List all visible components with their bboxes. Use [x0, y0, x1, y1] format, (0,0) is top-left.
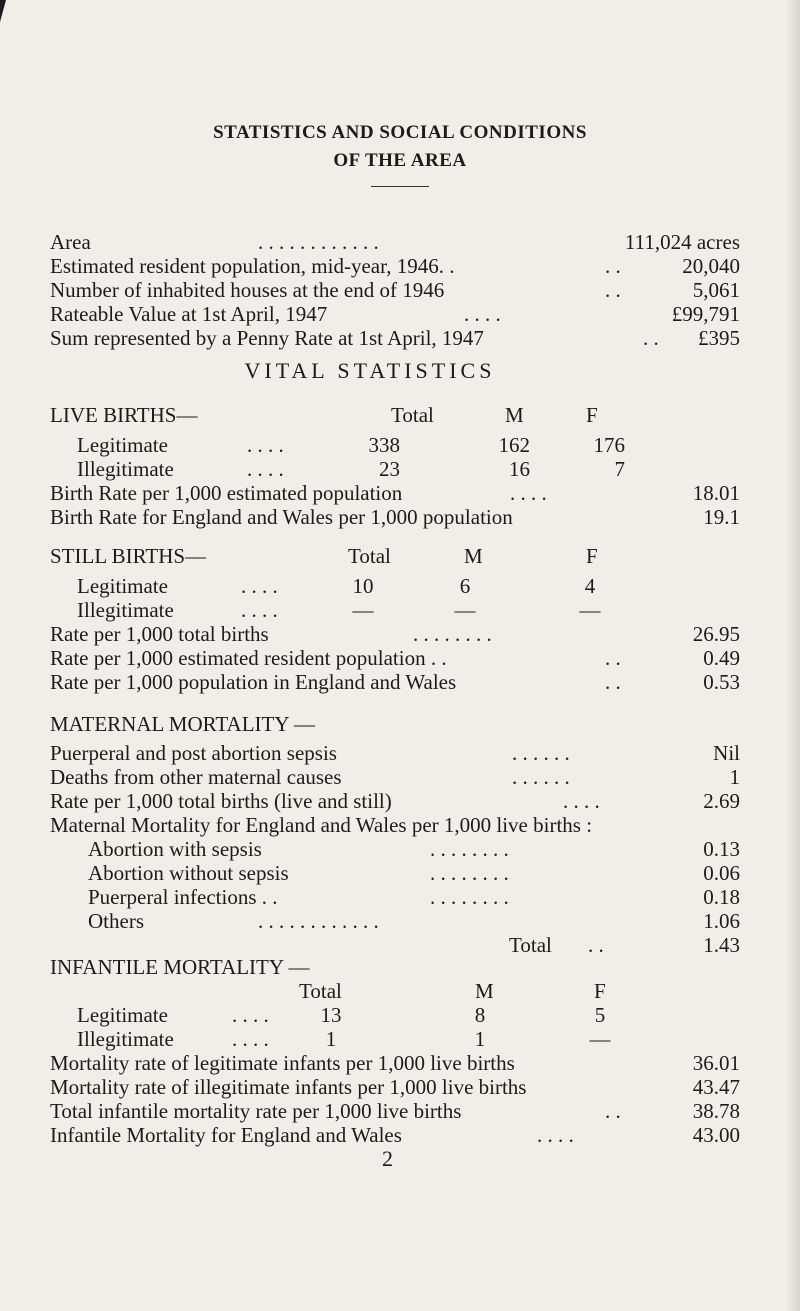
puerperal-infections-leaders: . . . . . . . . [430, 885, 509, 909]
rateable-leaders: . . . . [464, 302, 501, 326]
total-infant-rate-leaders: . . [605, 1099, 621, 1123]
still-illegitimate-f: — [579, 598, 601, 622]
abortion-sepsis-value: 0.13 [703, 837, 740, 861]
houses-label: Number of inhabited houses at the end of 1946 [50, 278, 445, 302]
abortion-no-sepsis-label: Abortion without sepsis [88, 861, 289, 885]
still-rate-ew-leaders: . . [605, 670, 621, 694]
still-rate-ew-value: 0.53 [703, 670, 740, 694]
still-legitimate-leaders: . . . . [241, 574, 278, 598]
area-label: Area [50, 230, 91, 254]
still-illegitimate-label: Illegitimate [77, 598, 174, 622]
houses-value: 5,061 [692, 278, 740, 302]
still-rate-total-label: Rate per 1,000 total births [50, 622, 269, 646]
still-illegitimate-total: — [352, 598, 374, 622]
maternal-rate-label: Rate per 1,000 total births (live and still) [50, 789, 392, 813]
live-legitimate-total: 338 [368, 433, 400, 457]
page-title: STATISTICS AND SOCIAL CONDITIONS [213, 122, 587, 143]
still-legitimate-label: Legitimate [77, 574, 168, 598]
infantile-illegitimate-leaders: . . . . [232, 1027, 269, 1051]
total-infant-rate-value: 38.78 [692, 1099, 740, 1123]
still-rate-population-value: 0.49 [703, 646, 740, 670]
rateable-value: £99,791 [671, 302, 740, 326]
area-value: 111,024 acres [624, 230, 740, 254]
vital-statistics-heading: VITAL STATISTICS [244, 358, 496, 383]
still-legitimate-f: 4 [584, 574, 596, 598]
still-births-heading: STILL BIRTHS— [50, 544, 207, 568]
ew-infant-rate-value: 43.00 [692, 1123, 740, 1147]
abortion-no-sepsis-leaders: . . . . . . . . [430, 861, 509, 885]
infantile-illegitimate-total: 1 [325, 1027, 337, 1051]
others-label: Others [88, 909, 144, 933]
others-leaders: . . . . . . . . . . . . [258, 909, 379, 933]
birth-rate-value: 18.01 [692, 481, 740, 505]
abortion-no-sepsis-value: 0.06 [703, 861, 740, 885]
maternal-rate-leaders: . . . . [563, 789, 600, 813]
still-illegitimate-leaders: . . . . [241, 598, 278, 622]
birth-rate-leaders: . . . . [510, 481, 547, 505]
abortion-sepsis-leaders: . . . . . . . . [430, 837, 509, 861]
population-label: Estimated resident population, mid-year, 1946. . [50, 254, 455, 278]
maternal-heading: MATERNAL MORTALITY — [50, 712, 315, 736]
still-illegitimate-m: — [454, 598, 476, 622]
live-illegitimate-m: 16 [509, 457, 530, 481]
other-causes-label: Deaths from other maternal causes [50, 765, 342, 789]
ew-infant-rate-leaders: . . . . [537, 1123, 574, 1147]
infantile-legitimate-total: 13 [320, 1003, 342, 1027]
penny-rate-value: £395 [698, 326, 740, 350]
others-value: 1.06 [703, 909, 740, 933]
infantile-col-m: M [475, 979, 494, 1003]
total-infant-rate-label: Total infantile mortality rate per 1,000 live births [50, 1099, 462, 1123]
infantile-heading: INFANTILE MORTALITY — [50, 955, 310, 979]
live-col-total: Total [391, 403, 434, 427]
infantile-illegitimate-f: — [589, 1027, 611, 1051]
still-legitimate-m: 6 [459, 574, 471, 598]
maternal-total-label: Total [509, 933, 552, 957]
sepsis-value: Nil [713, 741, 740, 765]
maternal-ew-label: Maternal Mortality for England and Wales per 1,000 live births : [50, 813, 593, 837]
puerperal-infections-value: 0.18 [703, 885, 740, 909]
other-causes-leaders: . . . . . . [512, 765, 570, 789]
live-col-f: F [586, 403, 598, 427]
ew-infant-rate-label: Infantile Mortality for England and Wales [50, 1123, 402, 1147]
live-legitimate-label: Legitimate [77, 433, 168, 457]
other-causes-value: 1 [729, 765, 740, 789]
area-leaders: . . . . . . . . . . . . [258, 230, 379, 254]
still-rate-population-label: Rate per 1,000 estimated resident population . . [50, 646, 447, 670]
live-col-m: M [505, 403, 524, 427]
live-illegitimate-total: 23 [379, 457, 400, 481]
infantile-col-total: Total [299, 979, 342, 1003]
still-col-total: Total [348, 544, 391, 568]
live-legitimate-f: 176 [593, 433, 625, 457]
puerperal-infections-label: Puerperal infections . . [88, 885, 278, 909]
penny-rate-label: Sum represented by a Penny Rate at 1st April, 1947 [50, 326, 484, 350]
infantile-col-f: F [594, 979, 606, 1003]
live-births-heading: LIVE BIRTHS— [50, 403, 198, 427]
infantile-legitimate-label: Legitimate [77, 1003, 168, 1027]
page-number: 2 [382, 1146, 393, 1171]
birth-rate-label: Birth Rate per 1,000 estimated population [50, 481, 403, 505]
scan-corner-mark [0, 0, 6, 22]
live-legitimate-m: 162 [498, 433, 530, 457]
ew-birth-rate-label: Birth Rate for England and Wales per 1,000 population [50, 505, 513, 529]
illegit-infant-rate-value: 43.47 [692, 1075, 740, 1099]
houses-leaders: . . [605, 278, 621, 302]
title-divider [371, 186, 429, 187]
page-subtitle: OF THE AREA [333, 150, 467, 171]
infantile-illegitimate-m: 1 [474, 1027, 486, 1051]
live-legitimate-leaders: . . . . [247, 433, 284, 457]
population-leaders: . . [605, 254, 621, 278]
maternal-total-leaders: . . [588, 933, 604, 957]
live-illegitimate-leaders: . . . . [247, 457, 284, 481]
ew-birth-rate-value: 19.1 [703, 505, 740, 529]
illegit-infant-rate-label: Mortality rate of illegitimate infants per 1,000 live births [50, 1075, 527, 1099]
population-value: 20,040 [682, 254, 740, 278]
still-rate-population-leaders: . . [605, 646, 621, 670]
still-legitimate-total: 10 [352, 574, 374, 598]
maternal-rate-value: 2.69 [703, 789, 740, 813]
infantile-legitimate-m: 8 [474, 1003, 486, 1027]
abortion-sepsis-label: Abortion with sepsis [88, 837, 262, 861]
still-col-m: M [464, 544, 483, 568]
still-rate-ew-label: Rate per 1,000 population in England and Wales [50, 670, 457, 694]
live-illegitimate-f: 7 [614, 457, 625, 481]
page-edge-shadow [786, 0, 800, 1311]
live-illegitimate-label: Illegitimate [77, 457, 174, 481]
still-rate-total-leaders: . . . . . . . . [413, 622, 492, 646]
infantile-legitimate-leaders: . . . . [232, 1003, 269, 1027]
rateable-label: Rateable Value at 1st April, 1947 [50, 302, 328, 326]
legit-infant-rate-value: 36.01 [692, 1051, 740, 1075]
maternal-total-value: 1.43 [703, 933, 740, 957]
still-rate-total-value: 26.95 [692, 622, 740, 646]
penny-rate-leaders: . . [643, 326, 659, 350]
legit-infant-rate-label: Mortality rate of legitimate infants per 1,000 live births [50, 1051, 515, 1075]
infantile-illegitimate-label: Illegitimate [77, 1027, 174, 1051]
still-col-f: F [586, 544, 598, 568]
sepsis-leaders: . . . . . . [512, 741, 570, 765]
sepsis-label: Puerperal and post abortion sepsis [50, 741, 337, 765]
infantile-legitimate-f: 5 [594, 1003, 606, 1027]
